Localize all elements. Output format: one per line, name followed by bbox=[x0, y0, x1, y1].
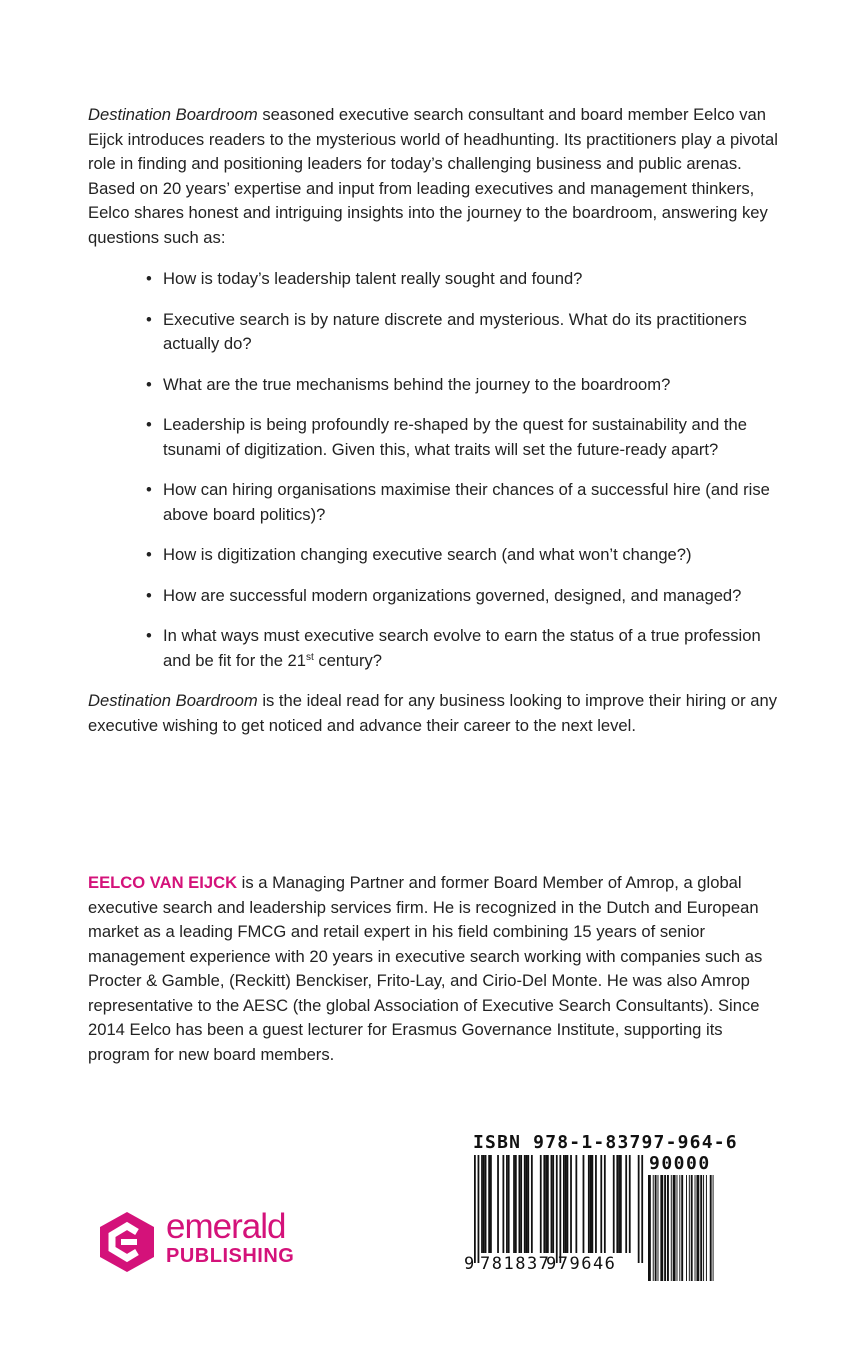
barcode-bar bbox=[595, 1155, 597, 1253]
barcode-bar bbox=[547, 1155, 549, 1253]
publisher-logo bbox=[97, 1207, 307, 1274]
barcode-bar bbox=[490, 1155, 492, 1253]
addon-bar bbox=[679, 1175, 680, 1281]
barcode-bar bbox=[556, 1155, 558, 1263]
barcode-bar bbox=[570, 1155, 572, 1253]
barcode-bar bbox=[520, 1155, 522, 1253]
barcode-lead-digit: 9 bbox=[464, 1254, 476, 1274]
addon-bar bbox=[673, 1175, 676, 1281]
barcode-bar bbox=[575, 1155, 577, 1253]
barcode-bar bbox=[527, 1155, 529, 1253]
barcode-bar bbox=[481, 1155, 483, 1253]
question-item: • What are the true mechanisms behind the journey to the boardroom? bbox=[163, 373, 778, 398]
publisher-name: emerald bbox=[166, 1207, 286, 1246]
barcode-bar bbox=[620, 1155, 622, 1253]
barcode-digits-left: 781837 bbox=[480, 1254, 551, 1274]
barcode-bar bbox=[641, 1155, 643, 1263]
barcode-bar bbox=[483, 1155, 485, 1253]
question-item: • How is today’s leadership talent really sought and found? bbox=[163, 267, 778, 292]
barcode-bar bbox=[552, 1155, 554, 1253]
barcode-bar bbox=[508, 1155, 510, 1253]
addon-bar bbox=[710, 1175, 712, 1281]
barcode-bar bbox=[625, 1155, 627, 1253]
question-item: • How are successful modern organizations governed, designed, and managed? bbox=[163, 584, 778, 609]
barcode-bar bbox=[540, 1155, 542, 1253]
price-code: 90000 bbox=[649, 1153, 711, 1174]
barcode-bar bbox=[515, 1155, 517, 1253]
addon-bar bbox=[671, 1175, 672, 1281]
emerald-logo-icon bbox=[97, 1210, 157, 1274]
addon-bar bbox=[689, 1175, 690, 1281]
intro-text: seasoned executive search consultant and board member Eelco van Eijck introduces readers to the mysterious world of headhunting. Its practitioners play a pivotal role in finding and positioning leaders for today’s challenging business and public arenas. Based on 20 years’ expertise and input from leading executives and management thinkers, Eelco shares honest and intriguing insights into the journey to the boardroom, answering key questions such as: bbox=[88, 105, 778, 247]
barcode-bar bbox=[590, 1155, 592, 1253]
addon-bar bbox=[706, 1175, 707, 1281]
barcode-bar bbox=[600, 1155, 602, 1253]
author-bio bbox=[88, 871, 773, 1067]
question-item: • Leadership is being profoundly re-shaped by the quest for sustainability and the tsunami of digitization. Given this, what traits will set the future-ready apart? bbox=[163, 413, 778, 462]
question-item: • In what ways must executive search evolve to earn the status of a true profession and be fit for the 21st century? bbox=[163, 624, 778, 673]
barcode-bar bbox=[502, 1155, 504, 1253]
publisher-wordmark bbox=[166, 1207, 295, 1267]
barcode-bar bbox=[583, 1155, 585, 1253]
barcode-bar bbox=[513, 1155, 515, 1253]
barcode-bar bbox=[524, 1155, 526, 1253]
addon-bar bbox=[681, 1175, 683, 1281]
barcode-bar bbox=[506, 1155, 508, 1253]
barcode-bar bbox=[551, 1155, 553, 1253]
closing-text: is the ideal read for any business looking to improve their hiring or any executive wishing to get noticed and advance their career to the next level. bbox=[88, 691, 778, 735]
author-bio-text: is a Managing Partner and former Board Member of Amrop, a global executive search and leadership services firm. He is recognized in the Dutch and European market as a leading FMCG and retail expert in his field combining 15 years of senior management experience with 20 years in executive search working with companies such as Procter & Gamble, (Reckitt) Benckiser, Frito-Lay, and Cirio-Del Monte. He was also Amrop representative to the AESC (the global Association of Executive Search Consultants). Since 2014 Eelco has been a guest lecturer for Erasmus Governance Institute, supporting its program for new board members. bbox=[88, 873, 763, 1064]
addon-bar bbox=[648, 1175, 651, 1281]
barcode-bar bbox=[616, 1155, 618, 1253]
addon-bar bbox=[700, 1175, 702, 1281]
question-item: • How is digitization changing executive search (and what won’t change?) bbox=[163, 543, 778, 568]
barcode-bar bbox=[567, 1155, 569, 1253]
barcode-bar bbox=[588, 1155, 590, 1253]
barcode-bar bbox=[478, 1155, 480, 1263]
barcode-bar bbox=[519, 1155, 521, 1253]
barcode-bar bbox=[618, 1155, 620, 1253]
barcode-bar bbox=[474, 1155, 476, 1263]
barcode-bar bbox=[526, 1155, 528, 1253]
barcode-bar bbox=[497, 1155, 499, 1253]
addon-bar bbox=[695, 1175, 696, 1281]
addon-bar bbox=[655, 1175, 657, 1281]
addon-bar bbox=[667, 1175, 669, 1281]
book-title-italic: Destination Boardroom bbox=[88, 691, 258, 710]
barcode-bar bbox=[591, 1155, 593, 1253]
addon-bar bbox=[653, 1175, 654, 1281]
barcode-bar bbox=[638, 1155, 640, 1263]
barcode-bar bbox=[565, 1155, 567, 1253]
barcode-bar bbox=[629, 1155, 631, 1253]
barcode-bar bbox=[531, 1155, 533, 1253]
question-item: • How can hiring organisations maximise their chances of a successful hire (and rise above board politics)? bbox=[163, 478, 778, 527]
barcode-digits-right: 979646 bbox=[546, 1254, 617, 1274]
addon-bar bbox=[677, 1175, 678, 1281]
addon-bar bbox=[660, 1175, 663, 1281]
addon-bar bbox=[713, 1175, 714, 1281]
closing-paragraph bbox=[88, 689, 778, 738]
barcode-bar bbox=[485, 1155, 487, 1253]
intro-paragraph bbox=[88, 103, 778, 250]
publisher-subname: PUBLISHING bbox=[166, 1245, 295, 1267]
barcode-bar bbox=[545, 1155, 547, 1253]
barcode-bar bbox=[488, 1155, 490, 1253]
barcode-bar bbox=[563, 1155, 565, 1253]
addon-bar bbox=[686, 1175, 687, 1281]
back-cover-blurb bbox=[88, 103, 778, 738]
isbn-label: ISBN 978-1-83797-964-6 bbox=[473, 1132, 738, 1153]
barcode-bar bbox=[543, 1155, 545, 1253]
addon-bar bbox=[664, 1175, 666, 1281]
addon-bar bbox=[696, 1175, 699, 1281]
author-name: EELCO VAN EIJCK bbox=[88, 873, 238, 892]
barcode-bar bbox=[604, 1155, 606, 1253]
barcode-bar bbox=[613, 1155, 615, 1253]
question-list bbox=[88, 267, 778, 673]
question-item: • Executive search is by nature discrete and mysterious. What do its practitioners actually do? bbox=[163, 308, 778, 357]
book-title-italic: Destination Boardroom bbox=[88, 105, 258, 124]
addon-bar bbox=[691, 1175, 693, 1281]
addon-bar bbox=[658, 1175, 659, 1281]
addon-bar bbox=[703, 1175, 704, 1281]
barcode-bar bbox=[559, 1155, 561, 1263]
